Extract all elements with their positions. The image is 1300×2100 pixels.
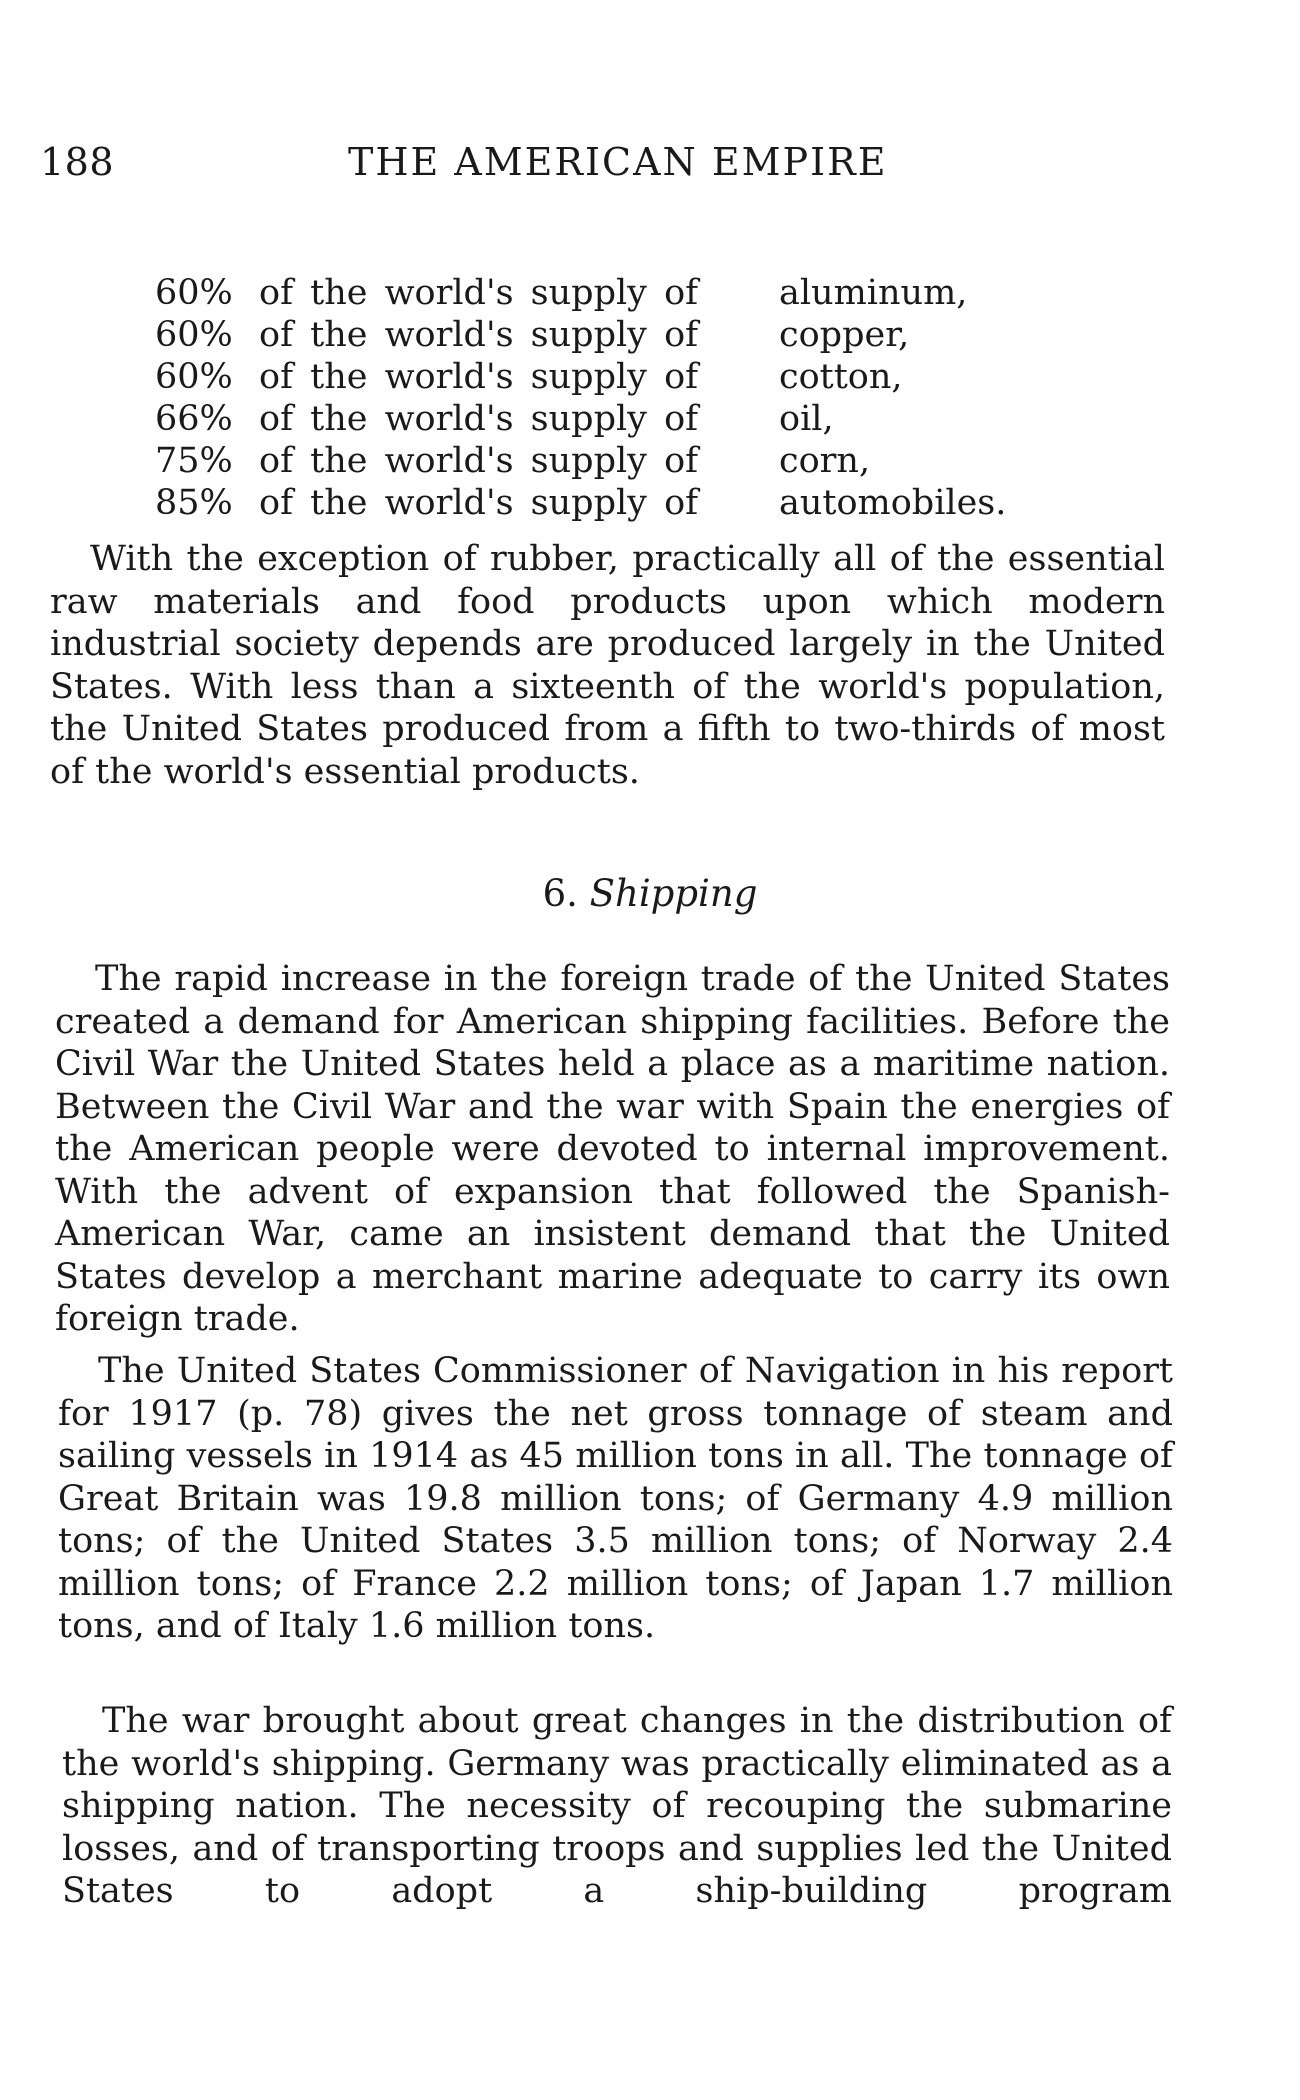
stat-row xyxy=(155,482,1006,524)
stat-commodity: oil, xyxy=(779,399,834,439)
running-head xyxy=(40,140,1180,190)
section-heading xyxy=(0,872,1300,915)
stat-commodity: cotton, xyxy=(779,357,903,397)
stat-phrase: of the world's supply of xyxy=(259,273,699,313)
stat-percent: 85% xyxy=(155,483,233,523)
paragraph-shipping-demand: The rapid increase in the foreign trade of the United States created a demand for American shipping facilities. Before the Civil War the United States held a place as a maritime nation. Between the Civil War and the war with Spain the energies of the American people were devoted to internal improvement. With the advent of expansion that followed the Spanish-American War, came an insistent demand that the United States develop a merchant marine adequate to carry its own foreign trade. xyxy=(55,959,1170,1339)
section-title: Shipping xyxy=(589,872,758,915)
stat-row xyxy=(155,356,1006,398)
stat-commodity: copper, xyxy=(779,315,910,355)
stat-phrase: of the world's supply of xyxy=(259,483,699,523)
stat-commodity: automobiles. xyxy=(779,483,1007,523)
stat-phrase: of the world's supply of xyxy=(259,399,699,439)
paragraph-war-changes: The war brought about great changes in the distribution of the world's shipping. Germany was practically eliminated as a shipping nation. The necessity of recouping the submarine losses, and of transporting troops and supplies led the United States to adopt a ship-building program xyxy=(62,1701,1172,1911)
stat-row xyxy=(155,272,1006,314)
stat-row xyxy=(155,314,1006,356)
stat-row xyxy=(155,440,1006,482)
stat-commodity: corn, xyxy=(779,441,871,481)
stat-phrase: of the world's supply of xyxy=(259,315,699,355)
paragraph-tonnage-report: The United States Commissioner of Navigation in his report for 1917 (p. 78) gives the net gross tonnage of steam and sailing vessels in 1914 as 45 million tons in all. The tonnage of Great Britain was 19.8 million tons; of Germany 4.9 million tons; of the United States 3.5 million tons; of Norway 2.4 million tons; of France 2.2 million tons; of Japan 1.7 million tons, and of Italy 1.6 million tons. xyxy=(58,1351,1173,1646)
supply-statistics-list xyxy=(155,272,1006,524)
stat-phrase: of the world's supply of xyxy=(259,357,699,397)
section-number: 6. xyxy=(542,872,578,915)
stat-percent: 60% xyxy=(155,315,233,355)
running-title: THE AMERICAN EMPIRE xyxy=(348,140,888,184)
paragraph-raw-materials: With the exception of rubber, practically all of the essential raw materials and food products upon which modern industrial society depends are produced largely in the United States. With less than a sixteenth of the world's population, the United States produced from a fifth to two-thirds of most of the world's essential products. xyxy=(50,539,1165,792)
stat-percent: 75% xyxy=(155,441,233,481)
stat-phrase: of the world's supply of xyxy=(259,441,699,481)
stat-percent: 60% xyxy=(155,357,233,397)
stat-row xyxy=(155,398,1006,440)
stat-percent: 60% xyxy=(155,273,233,313)
page-number: 188 xyxy=(40,140,115,184)
stat-commodity: aluminum, xyxy=(779,273,968,313)
stat-percent: 66% xyxy=(155,399,233,439)
